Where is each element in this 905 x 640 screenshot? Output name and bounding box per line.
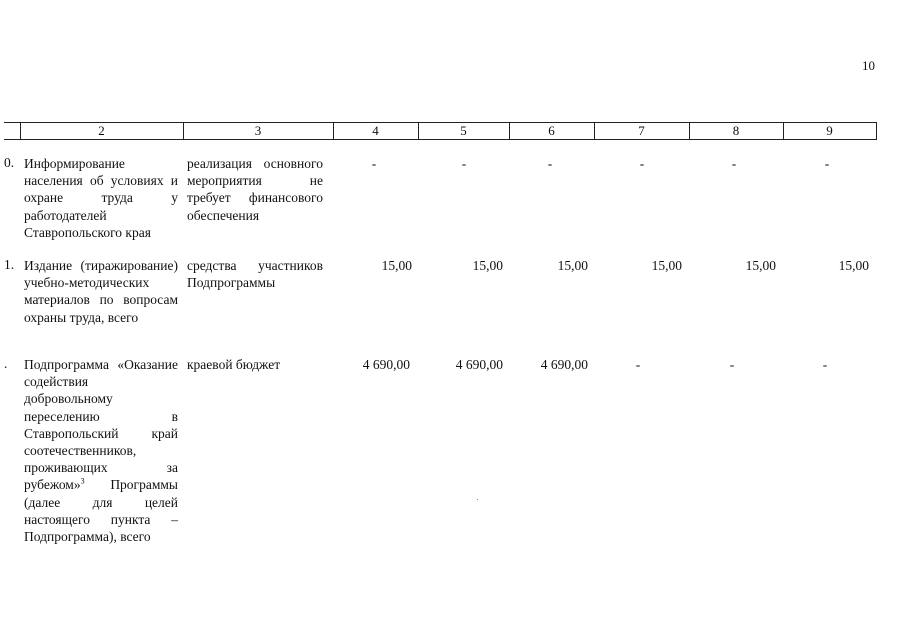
value-col-9: 15,00 [838,258,869,273]
value-col-9: - [824,156,830,171]
row-name-continued: Программы (далее для целей настоящего пункта – Подпрограмма), всего [24,477,178,545]
table-header-row [4,122,877,140]
row-funding-source: реализация основного мероприятия не требует финансового обеспечения [187,156,323,223]
value-col-6: 15,00 [557,258,588,273]
value-col-4: 4 690,00 [362,357,410,372]
value-col-7: 15,00 [651,258,682,273]
value-col-9: - [822,357,828,372]
row-funding-source: краевой бюджет [187,357,281,372]
value-col-6: - [547,156,553,171]
footnote-marker: 3 [80,476,85,486]
header-col-5: 5 [460,123,467,138]
header-col-3: 3 [254,123,262,138]
row-number: 1. [4,257,15,272]
value-col-5: 15,00 [472,258,503,273]
value-col-8: 15,00 [745,258,776,273]
value-col-4: - [371,156,377,171]
row-name: Издание (тиражирование) учебно-методических материалов по вопросам охраны труда, всего [24,258,178,325]
value-col-7: - [635,357,641,372]
value-col-5: - [461,156,467,171]
scan-speck [477,499,478,500]
header-col-7: 7 [638,123,645,138]
row-number: 0. [4,155,15,170]
header-col-9: 9 [826,123,833,138]
row-number: . [4,356,8,371]
header-divider [876,122,877,140]
header-col-2: 2 [98,123,105,138]
row-name-main: Подпрограмма «Оказание содействия добровольному переселению в Ставропольский край соотечественников, проживающих за рубежом» [24,357,178,493]
value-col-8: - [731,156,737,171]
value-col-6: 4 690,00 [540,357,588,372]
page-number: 10 [862,58,875,73]
value-col-7: - [639,156,645,171]
value-col-5: 4 690,00 [455,357,503,372]
header-col-4: 4 [372,123,379,138]
value-col-4: 15,00 [381,258,412,273]
header-col-6: 6 [548,123,555,138]
row-name [24,356,178,545]
row-name: Информирование населения об условиях и охране труда у работодателей Ставропольского края [24,156,178,240]
row-funding-source: средства участников Подпрограммы [187,258,323,291]
header-col-8: 8 [732,123,740,138]
value-col-8: - [729,357,735,372]
